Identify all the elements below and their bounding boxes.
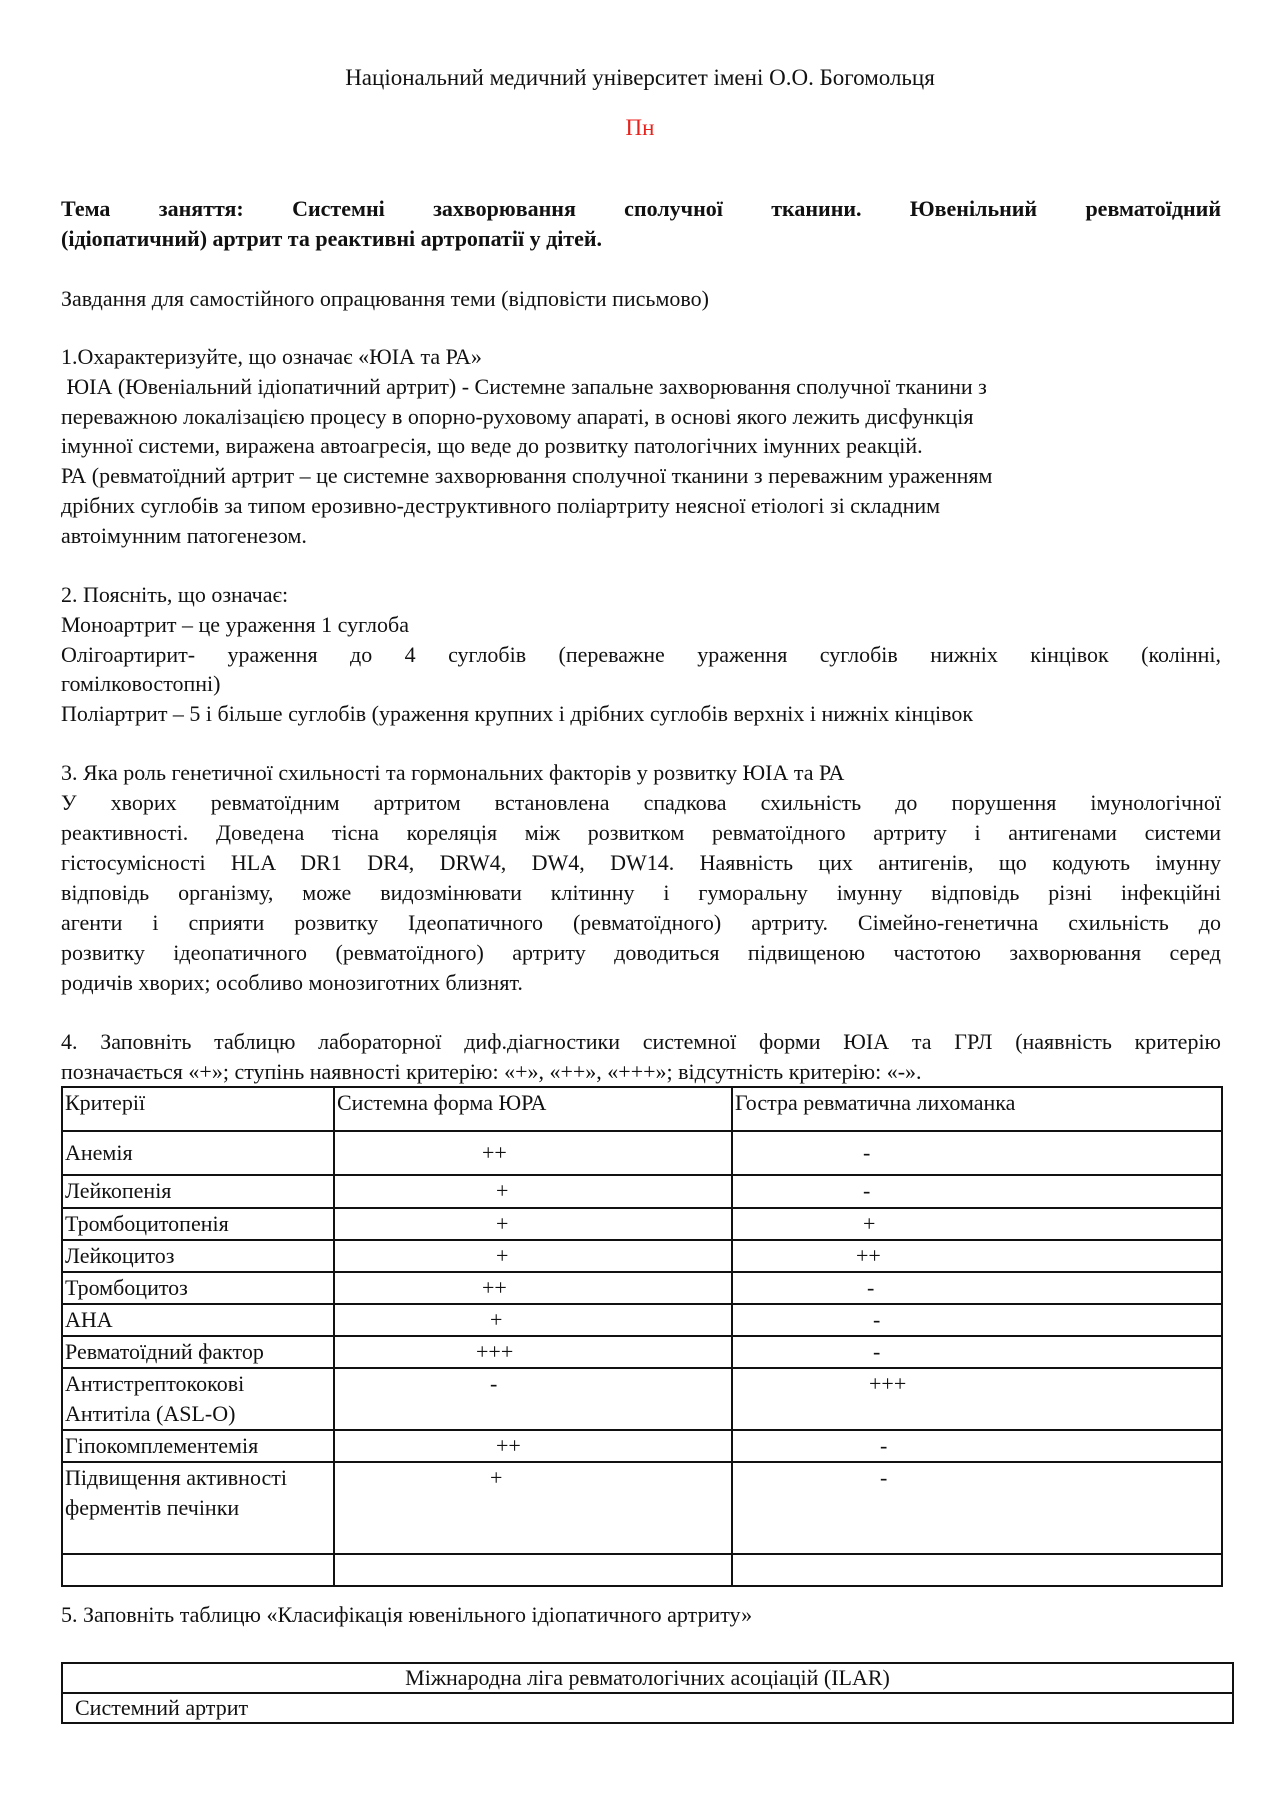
lab-diagnostics-table (61, 1086, 1223, 1587)
table-row (62, 1336, 1222, 1368)
q1-text-line: імунної системи, виражена автоагресія, що веде до розвитку патологічних імунних реакцій. (61, 433, 923, 458)
table-row (62, 1208, 1222, 1240)
q2-oligoarthritis-cont: гомілковостопні) (61, 671, 221, 696)
arf-value: + (863, 1211, 876, 1236)
jra-value: +++ (476, 1339, 514, 1364)
criterion-cell: Антистрептококові Антитіла (ASL-O) (62, 1368, 334, 1430)
jra-value: + (496, 1243, 509, 1268)
arf-value: - (880, 1465, 888, 1490)
jra-value: - (490, 1371, 498, 1396)
ilar-header-row (62, 1663, 1233, 1693)
table-header-cell: Гостра ревматична лихоманка (732, 1087, 1222, 1131)
table-row (62, 1304, 1222, 1336)
table-row (62, 1272, 1222, 1304)
university-title: Національний медичний університет імені О.О. Богомольця (345, 65, 935, 90)
q2-polyarthritis: Поліартрит – 5 і більше суглобів (ураження крупних і дрібних суглобів верхніх і нижніх кінцівок (61, 701, 974, 726)
table-row (62, 1175, 1222, 1208)
arf-value: - (863, 1178, 871, 1203)
q1-text-line: дрібних суглобів за типом ерозивно-деструктивного поліартриту неясної етіологі зі складним (61, 493, 941, 518)
q5-title: 5. Заповніть таблицю «Класифікація ювенільного ідіопатичного артриту» (61, 1602, 753, 1627)
table-row (62, 1240, 1222, 1272)
task-intro: Завдання для самостійного опрацювання теми (відповісти письмово) (61, 286, 709, 311)
table-row-empty (62, 1554, 1222, 1586)
day-label: Пн (625, 115, 655, 140)
arf-value: - (873, 1307, 881, 1332)
jra-value: ++ (482, 1140, 507, 1165)
q3-text-line: агенти і сприяти розвитку Ідеопатичного (ревматоїдного) артриту. Сімейно-генетична схильність до (61, 910, 1221, 935)
table-row (62, 1368, 1222, 1430)
topic-line-1: Тема заняття: Системні захворювання сполучної тканини. Ювенільний ревматоїдний (61, 196, 1221, 221)
criterion-cell: Тромбоцитоз (62, 1272, 334, 1304)
ilar-classification-table (61, 1662, 1234, 1724)
arf-value: +++ (869, 1371, 907, 1396)
table-header-cell: Системна форма ЮРА (334, 1087, 732, 1131)
q3-text-line: відповідь організму, може видозмінювати клітинну і гуморальну імунну відповідь різні інфекційні (61, 880, 1221, 905)
jra-value: + (490, 1465, 503, 1490)
arf-value: - (867, 1275, 875, 1300)
q3-text-line: родичів хворих; особливо монозиготних близнят. (61, 970, 523, 995)
q3-text-line: гістосумісності HLA DR1 DR4, DRW4, DW4, DW14. Наявність цих антигенів, що кодують імунну (61, 850, 1221, 875)
q4-title-line-1: 4. Заповніть таблицю лабораторної диф.діагностики системної форми ЮІА та ГРЛ (наявність критерію (61, 1029, 1221, 1054)
jra-value: + (496, 1178, 509, 1203)
table-header-row (62, 1087, 1222, 1131)
table-row (62, 1462, 1222, 1554)
criterion-cell: Підвищення активності ферментів печінки (62, 1462, 334, 1554)
q3-text-line: У хворих ревматоїдним артритом встановлена спадкова схильність до порушення імунологічної (61, 790, 1221, 815)
criterion-cell: Лейкопенія (62, 1175, 334, 1208)
q2-oligoarthritis: Олігоартирит- ураження до 4 суглобів (переважне ураження суглобів нижніх кінцівок (колінні, (61, 642, 1221, 667)
q1-text-line: переважною локалізацією процесу в опорно-руховому апараті, в основі якого лежить дисфункція (61, 404, 974, 429)
table-row (62, 1430, 1222, 1462)
q1-title: 1.Охарактеризуйте, що означає «ЮІА та РА» (61, 344, 482, 369)
arf-value: ++ (856, 1243, 881, 1268)
q4-title-line-2: позначається «+»; ступінь наявності критерію: «+», «++», «+++»; відсутність критерію: «-». (61, 1059, 922, 1084)
table-header-cell: Критерії (62, 1087, 334, 1131)
q2-title: 2. Поясніть, що означає: (61, 582, 289, 607)
arf-value: - (863, 1140, 871, 1165)
arf-value: - (880, 1433, 888, 1458)
q1-text-line: ЮІА (Ювеніальний ідіопатичний артрит) - Системне запальне захворювання сполучної тканини з (61, 374, 987, 399)
topic-line-2: (ідіопатичний) артрит та реактивні артропатії у дітей. (61, 226, 603, 251)
jra-value: + (496, 1211, 509, 1236)
criterion-cell: Лейкоцитоз (62, 1240, 334, 1272)
ilar-row (62, 1693, 1233, 1723)
criterion-cell: Тромбоцитопенія (62, 1208, 334, 1240)
q3-text-line: реактивності. Доведена тісна кореляція між розвитком ревматоїдного артриту і антигенами системи (61, 820, 1221, 845)
q2-monoarthritis: Моноартрит – це ураження 1 суглоба (61, 612, 409, 637)
criterion-cell (62, 1554, 334, 1586)
jra-value: + (490, 1307, 503, 1332)
jra-value: ++ (482, 1275, 507, 1300)
q1-text-line: автоімунним патогенезом. (61, 523, 307, 548)
ilar-header-cell: Міжнародна ліга ревматологічних асоціацій (ILAR) (62, 1663, 1233, 1693)
criterion-cell: Ревматоїдний фактор (62, 1336, 334, 1368)
criterion-cell: Гіпокомплементемія (62, 1430, 334, 1462)
criterion-cell: АНА (62, 1304, 334, 1336)
ilar-row-cell: Системний артрит (62, 1693, 1233, 1723)
table-row (62, 1131, 1222, 1175)
q3-text-line: розвитку ідеопатичного (ревматоїдного) артриту доводиться підвищеною частотою захворювання серед (61, 940, 1221, 965)
q3-title: 3. Яка роль генетичної схильності та гормональних факторів у розвитку ЮІА та РА (61, 760, 845, 785)
q1-text-line: РА (ревматоїдний артрит – це системне захворювання сполучної тканини з переважним ураженням (61, 463, 993, 488)
jra-value: ++ (496, 1433, 521, 1458)
criterion-cell: Анемія (62, 1131, 334, 1175)
arf-value: - (873, 1339, 881, 1364)
